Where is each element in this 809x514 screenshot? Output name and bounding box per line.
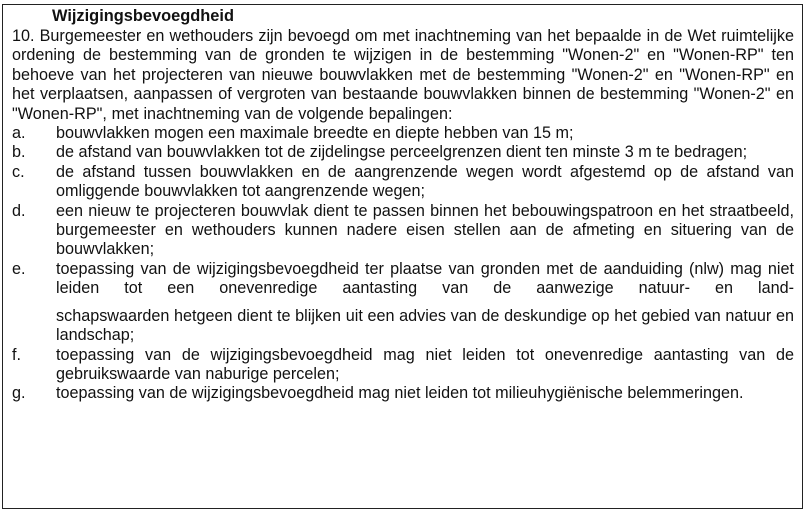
provisions-list — [12, 124, 794, 404]
list-item-text: de afstand van bouwvlakken tot de zijdelingse perceelgrenzen dient ten minste 3 m te bedragen; — [56, 143, 748, 162]
list-item-f — [12, 346, 794, 385]
section-heading: Wijzigingsbevoegdheid — [52, 7, 234, 25]
list-item-letter: b. — [12, 143, 26, 162]
list-item-text-part2: schapswaarden hetgeen dient te blijken uit een advies van de deskundige op het gebied van natuur en landschap; — [56, 306, 794, 345]
list-item-letter: a. — [12, 124, 26, 143]
list-item-text: bouwvlakken mogen een maximale breedte en diepte hebben van 15 m; — [56, 124, 574, 143]
list-item-text: de afstand tussen bouwvlakken en de aangrenzende wegen wordt afgestemd op de afstand van omliggende bouwvlakken tot aangrenzende wegen; — [56, 162, 794, 201]
list-item-e — [12, 260, 794, 346]
list-item-letter: c. — [12, 162, 25, 181]
list-item-g — [12, 384, 794, 403]
list-item-d — [12, 202, 794, 260]
list-item-letter: f. — [12, 345, 21, 364]
list-item-a — [12, 124, 794, 143]
list-item-letter: g. — [12, 384, 26, 403]
intro-paragraph: 10. Burgemeester en wethouders zijn bevoegd om met inachtneming van het bepaalde in de Wet ruimtelijke ordening de bestemming van de gronden te wijzigen in de bestemming "Wonen-2" en "Wonen-RP" ten behoeve van het projecteren van nieuwe bouwvlakken met de bestemming "Wonen-2" en "Wonen-RP" en het verplaatsen, aanpassen of vergroten van bestaande bouwvlakken binnen de bestemming "Wonen-2" en "Wonen-RP", met inachtneming van de volgende bepalingen: — [12, 27, 794, 123]
list-item-text: een nieuw te projecteren bouwvlak dient te passen binnen het bebouwingspatroon en het straatbeeld, burgemeester en wethouders kunnen nadere eisen stellen aan de afmeting en situering van de bouwvlakken; — [56, 201, 794, 259]
list-item-c — [12, 163, 794, 202]
list-item-text: toepassing van de wijzigingsbevoegdheid mag niet leiden tot onevenredige aantasting van de gebruikswaarde van naburige percelen; — [56, 345, 794, 383]
list-item-letter: e. — [12, 259, 26, 278]
document-excerpt — [12, 7, 794, 404]
list-item-b — [12, 143, 794, 162]
list-item-text: toepassing van de wijzigingsbevoegdheid mag niet leiden tot milieuhygiënische belemmeringen. — [56, 384, 744, 403]
list-item-letter: d. — [12, 201, 26, 220]
list-item-text-part1: toepassing van de wijzigingsbevoegdheid ter plaatse van gronden met de aanduiding (nlw) mag niet leiden tot een onevenredige aantasting van de aanwezige natuur- en land- — [56, 259, 794, 298]
